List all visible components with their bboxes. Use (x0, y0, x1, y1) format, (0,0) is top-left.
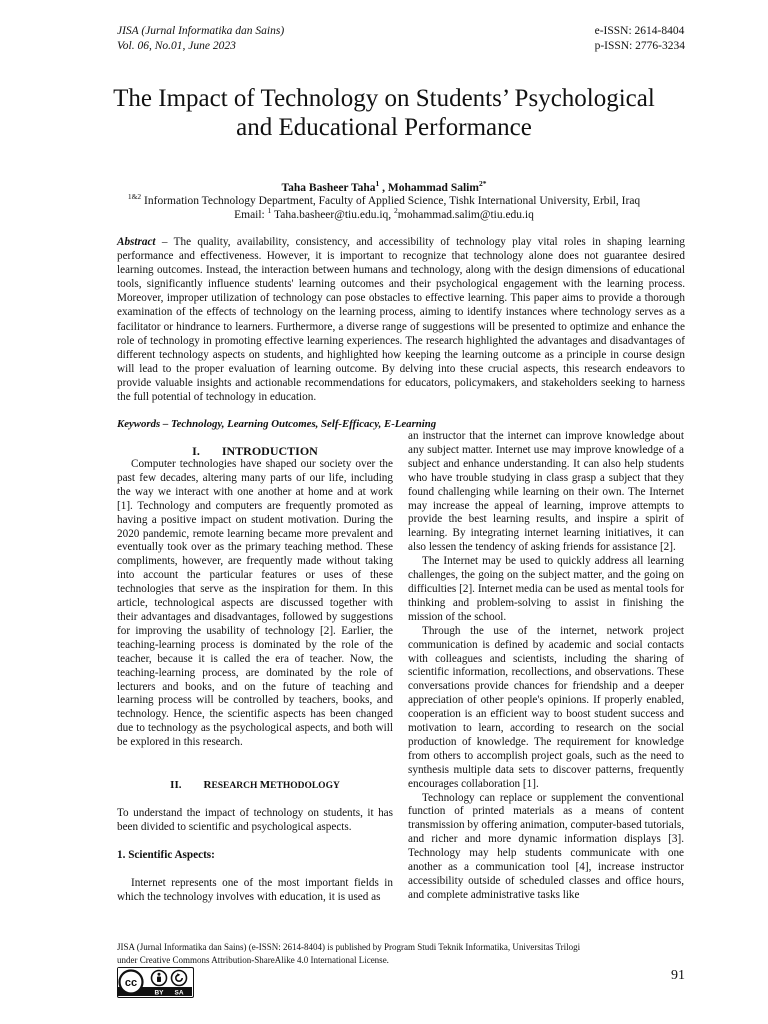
methodology-cap-r: R (203, 779, 212, 792)
email-2-sup: 2 (394, 206, 398, 216)
sa-icon (172, 971, 187, 986)
running-header-left (117, 24, 284, 54)
section-number-methodology: II. (170, 779, 182, 792)
abstract-label: Abstract (117, 236, 156, 248)
author-1: Taha Basheer Taha (281, 182, 376, 194)
paper-title-line-1: The Impact of Technology on Students’ Psychological (113, 85, 655, 112)
page-number: 91 (671, 968, 685, 983)
author-2-sup: 2* (478, 179, 487, 189)
methodology-paragraph: To understand the impact of technology on students, it has been divided to scientific and psychological aspects. (117, 807, 393, 833)
methodology-rest-2: ETHODOLOGY (270, 781, 340, 792)
author-separator: , (379, 182, 388, 194)
keywords: Keywords – Technology, Learning Outcomes, Self-Efficacy, E-Learning (117, 418, 437, 430)
section-heading-methodology (117, 778, 393, 793)
author-list (0, 181, 768, 195)
section-title-introduction: INTRODUCTION (221, 444, 318, 458)
paper-title (100, 84, 668, 142)
right-paragraph-1: an instructor that the internet can improve knowledge about any subject matter. Internet use may improve knowledge of a subject and enhance understanding. It can also help students who have trouble studying in class grasp a subject that they found challenging while learning on their own. The Internet may increase the appeal of learning, improve attempts to provide the best learning results, and inspire a spirit of learning. By integrating internet learning initiatives, it can also lessen the tendency of asking friends for assistance [2]. (408, 430, 684, 554)
by-label: BY (154, 989, 164, 996)
eissn: e-ISSN: 2614-8404 (594, 25, 685, 37)
journal-volume: Vol. 06, No.01, June 2023 (117, 40, 236, 52)
running-header-right (595, 24, 685, 54)
email-1-sup: 1 (267, 206, 272, 216)
section-heading-introduction (117, 444, 393, 458)
abstract-text: – The quality, availability, consistency, and accessibility of technology play vital roles in shaping learning performance and effectiveness. However, it is important to recognize that technology alone does not guarantee desired learning outcomes. Instead, the interaction between humans and technology, along with the design dimensions of educational tools, significantly influence students' learning outcomes and their psychological engagement with the learning process. Moreover, improper utilization of technology can pose obstacles to effective learning. This paper aims to provide a thorough examination of the effects of technology on the learning process, aiming to identify instances where technology serves as a facilitator or hindrance to learners. Furthermore, a diverse range of suggestions will be presented to optimize and enhance the role of technology in promoting effective learning experiences. The research highlighted the advantages and disadvantages of different technology aspects on students, and highlighted how keeping the learning outcome as a principle in course design will lead to the proper evaluation of learning outcome. By delving into these crucial aspects, this research endeavors to provide valuable insights and actionable recommendations for educators, policymakers, and stakeholders seeking to harness the full potential of technology in education. (117, 236, 685, 404)
author-2: Mohammad Salim (387, 182, 479, 194)
right-paragraph-4: Technology can replace or supplement the conventional function of printed materials as a means of content transmission by offering animation, computer-based tutorials, and richer and more dynamic information displays [3]. Technology may help students communicate with one another as a communication tool [4], increase instructor accessibility outside of scheduled classes and office hours, and complete administrative tasks like (408, 791, 684, 901)
left-column (117, 444, 393, 905)
footer-line-1: JISA (Jurnal Informatika dan Sains) (e-ISSN: 2614-8404) is published by Program Studi Teknik Informatika, Universitas Trilogi (117, 942, 581, 952)
email-1[interactable]: Taha.basheer@tiu.edu.iq, (271, 209, 395, 221)
license-footer (117, 941, 685, 967)
email-prefix: Email: (234, 209, 268, 221)
sa-label: SA (174, 989, 184, 996)
cc-badge-graphic (118, 968, 192, 996)
pissn: p-ISSN: 2776-3234 (594, 40, 685, 52)
author-1-sup: 1 (375, 179, 380, 189)
paper-title-line-2: and Educational Performance (236, 114, 532, 141)
abstract (117, 235, 685, 404)
affiliation-sup: 1&2 (127, 192, 142, 202)
affiliation-text: Information Technology Department, Faculty of Applied Science, Tishk International University, Erbil, Iraq (141, 195, 641, 207)
right-paragraph-2: The Internet may be used to quickly address all learning challenges, the going on the subject matter, and the going on difficulties [2]. Internet media can be used as mental tools for thinking and problem-solving to assist in finishing the mission of the school. (408, 555, 684, 623)
right-paragraph-3: Through the use of the internet, network project communication is defined by academic and social contacts with colleagues and scientists, including the sharing of scientific information, recollections, and observations. These conversations provide chances for friendship and a deeper appreciation of other people's opinions. If properly enabled, cooperation is an efficient way to boost student success and motivation to learn, according to research on the social production of knowledge. The requirement for knowledge from others to accomplish project goals, such as the need to synthesis multiple data sets to discover patterns, frequently encourages collaboration [1]. (408, 624, 684, 790)
footer-line-2: under Creative Commons Attribution-ShareAlike 4.0 International License. (117, 955, 389, 965)
methodology-rest-1: ESEARCH (211, 781, 260, 792)
email-2[interactable]: mohammad.salim@tiu.edu.iq (397, 209, 534, 221)
email-line (0, 208, 768, 222)
cc-icon-label: cc (124, 977, 138, 989)
right-column (408, 430, 684, 903)
affiliation (0, 194, 768, 208)
journal-name: JISA (Jurnal Informatika dan Sains) (117, 25, 285, 37)
cc-license-badge[interactable] (117, 967, 194, 998)
subsection-heading-scientific: 1. Scientific Aspects: (117, 848, 215, 861)
introduction-paragraph: Computer technologies have shaped our society over the past few decades, altering many parts of our life, including the way we interact with one another at home and at work [1]. Technology and computers are frequently promoted as having a positive impact on student motivation. During the 2020 pandemic, remote learning became more prevalent and eventually took over as the primary teaching method. These compliments, however, are frequently made without taking into account the particular features or uses of these technologies that serve as the inspiration for them. In this article, technological aspects are discussed together with their advantages and disadvantages, followed by suggestions for improving the usability of technology [2]. Earlier, the teaching-learning process is dominated by the role of the teacher, because it is called the era of teacher. Now, the teaching-learning process, are dominated by the role of lecturers and books, and on the future of teaching and learning process will be controlled by teachers, books, and technology. Hence, the scientific aspects has been changed due to technology as the psychological aspects, and both will be explored in this research. (117, 458, 393, 749)
scientific-paragraph: Internet represents one of the most important fields in which the technology involves with education, it is used as (117, 876, 393, 903)
methodology-cap-m: M (259, 779, 271, 792)
section-number-introduction: I. (192, 444, 200, 458)
